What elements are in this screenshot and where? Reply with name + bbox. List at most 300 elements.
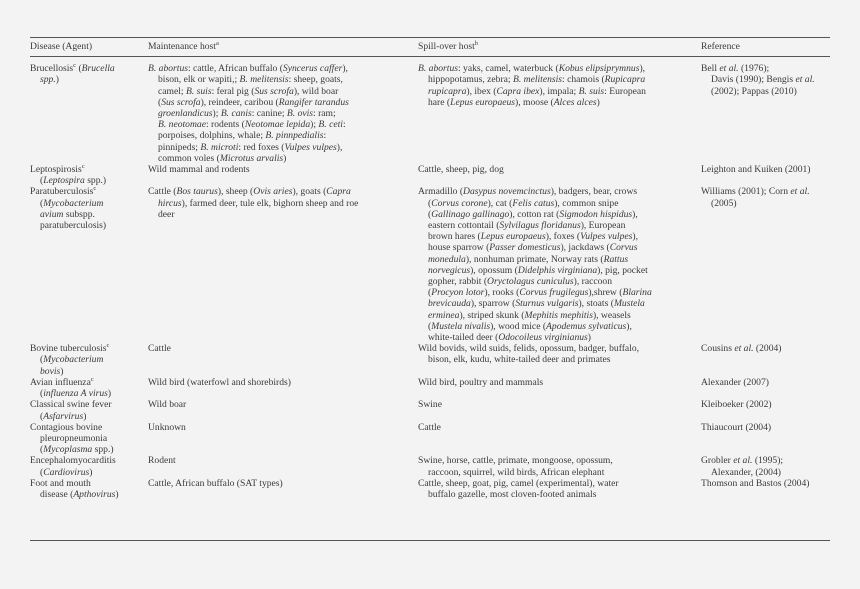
- disease-cell: [30, 57, 148, 164]
- cell-line: [418, 198, 697, 209]
- text-run: Wild bovids, wild suids, felids, opossum, badger, buffalo,: [418, 343, 640, 355]
- cell-line: [418, 86, 697, 97]
- text-run: bison, elk, kudu, white-tailed deer and primates: [428, 354, 611, 366]
- text-run: (: [428, 287, 432, 299]
- cell-line: [418, 186, 697, 197]
- text-run: ), opossum (: [470, 264, 518, 276]
- text-run: ), striped skunk (: [459, 309, 525, 321]
- italic-run: B. ceti: [318, 119, 343, 131]
- italic-run: Sylvilagus floridanus: [499, 220, 581, 232]
- header-disease: Disease (Agent): [30, 38, 148, 57]
- spillover-host-cell: [418, 377, 701, 399]
- disease-cell: [30, 455, 148, 477]
- table-row: [30, 455, 830, 477]
- maintenance-host-cell: [148, 478, 418, 500]
- cell-line: [418, 321, 697, 332]
- text-run: brown hares (: [428, 231, 481, 243]
- text-run: disease (: [40, 488, 74, 500]
- text-run: );: [212, 108, 221, 120]
- italic-run: Cardiovirus: [43, 466, 90, 478]
- cell-line: [148, 153, 414, 164]
- cell-line: [30, 399, 144, 410]
- italic-run: Blarina: [622, 287, 652, 299]
- cell-line: [30, 388, 144, 399]
- table-row: [30, 57, 830, 164]
- text-run: : red foxes (: [238, 141, 285, 153]
- text-run: ): [83, 410, 87, 422]
- italic-run: groenlandicus: [158, 108, 213, 120]
- text-run: (: [40, 388, 44, 400]
- cell-line: [701, 399, 826, 410]
- italic-run: Alces alces: [553, 96, 597, 108]
- text-run: (: [76, 63, 82, 75]
- cell-line: [418, 343, 697, 354]
- text-run: ): [587, 332, 591, 344]
- reference-cell: [701, 57, 830, 164]
- footnote-marker: c: [73, 62, 77, 70]
- cell-line: [30, 343, 144, 354]
- header-spillover-host: Spill-over host$^b$: [418, 38, 701, 57]
- footnote-marker: c: [81, 162, 85, 170]
- italic-run: B. pinnpedialis: [265, 130, 324, 142]
- italic-run: Dasypus novemcinctus: [463, 186, 551, 198]
- text-run: gopher, rabbit (: [428, 276, 488, 288]
- text-run: Cattle: [418, 421, 441, 433]
- text-run: Williams (2001); Corn: [701, 186, 791, 198]
- cell-line: [418, 478, 697, 489]
- text-run: ), ibex (: [466, 85, 497, 97]
- text-run: : canine;: [251, 108, 287, 120]
- text-run: Wild bird, poultry and mammals: [418, 376, 544, 388]
- text-run: (: [40, 410, 44, 422]
- cell-line: [418, 354, 697, 365]
- text-run: (: [40, 354, 44, 366]
- italic-run: B. neotomae: [158, 119, 206, 131]
- maintenance-host-cell: [148, 422, 418, 456]
- text-run: ),: [626, 320, 632, 332]
- bottom-rule: [30, 540, 830, 541]
- text-run: ), badgers, bear, crows: [550, 186, 638, 198]
- text-run: Bovine tuberculosis: [30, 343, 107, 355]
- spillover-host-cell: [418, 343, 701, 377]
- cell-line: [701, 74, 826, 85]
- header-row: [30, 38, 830, 57]
- text-run: Alexander, (2004): [711, 466, 781, 478]
- italic-run: rupicapra: [428, 85, 467, 97]
- text-run: Cattle (: [148, 186, 177, 198]
- text-run: subspp.: [63, 208, 95, 220]
- text-run: Cousins: [701, 343, 735, 355]
- cell-line: [418, 220, 697, 231]
- spillover-host-cell: [418, 422, 701, 456]
- text-run: (: [158, 96, 162, 108]
- italic-run: Mustela nivalis: [431, 320, 491, 332]
- cell-line: [418, 377, 697, 388]
- italic-run: Mycoplasma: [43, 444, 93, 456]
- text-run: ), cat (: [487, 197, 513, 209]
- cell-line: [148, 63, 414, 74]
- text-run: (: [428, 320, 432, 332]
- disease-host-table: [30, 37, 830, 500]
- footnote-marker: c: [90, 375, 94, 383]
- italic-run: avium: [40, 208, 64, 220]
- text-run: ),: [632, 208, 638, 220]
- table-row: [30, 343, 830, 377]
- text-run: : sheep, goats,: [288, 74, 343, 86]
- italic-run: Brucella: [81, 63, 115, 75]
- cell-line: [148, 343, 414, 354]
- text-run: ),shrew (: [588, 287, 623, 299]
- header-maintenance-host: Maintenance host$^a$: [148, 38, 418, 57]
- text-run: (: [40, 197, 44, 209]
- text-run: :: [342, 119, 346, 131]
- text-run: ),: [336, 141, 343, 153]
- italic-run: Kobus elipsiprymnus: [558, 63, 640, 75]
- cell-line: [418, 332, 697, 343]
- cell-line: [148, 399, 414, 410]
- text-run: Swine, horse, cattle, primate, mongoose, opossum,: [418, 455, 613, 467]
- text-run: : rodents (: [205, 119, 245, 131]
- text-run: Paratuberculosis: [30, 186, 94, 198]
- text-run: Cattle, African buffalo (SAT types): [148, 477, 283, 489]
- italic-run: B. ovis: [286, 108, 314, 120]
- italic-run: Apodemus sylvaticus: [546, 320, 627, 332]
- cell-line: [418, 310, 697, 321]
- cell-line: [418, 489, 697, 500]
- text-run: Wild boar: [148, 399, 187, 411]
- cell-line: [701, 86, 826, 97]
- italic-run: Procyon lotor: [431, 287, 485, 299]
- text-run: Cattle, sheep, pig, dog: [418, 164, 504, 176]
- italic-run: Neotomae lepida: [244, 119, 311, 131]
- text-run: (: [428, 208, 432, 220]
- italic-run: Sus scrofa: [254, 85, 294, 97]
- italic-run: norvegicus: [428, 264, 471, 276]
- cell-line: [418, 298, 697, 309]
- italic-run: Sus scrofa: [161, 96, 201, 108]
- header-reference: Reference: [701, 38, 830, 57]
- text-run: (: [40, 466, 44, 478]
- cell-line: [148, 209, 414, 220]
- italic-run: Gallinago gallinago: [431, 208, 510, 220]
- text-run: Alexander (2007): [701, 376, 769, 388]
- text-run: Wild bird (waterfowl and shorebirds): [148, 376, 291, 388]
- cell-line: [418, 231, 697, 242]
- italic-run: Oryctolagus cuniculus: [487, 276, 574, 288]
- cell-line: [30, 433, 144, 444]
- text-run: ): [107, 388, 112, 400]
- reference-cell: [701, 478, 830, 500]
- text-run: ),: [639, 63, 646, 75]
- text-run: Thiaucourt (2004): [701, 421, 772, 433]
- text-run: Foot and mouth: [30, 477, 91, 489]
- italic-run: Microtus arvalis: [219, 152, 284, 164]
- cell-line: [30, 198, 144, 209]
- italic-run: et al.: [719, 63, 739, 75]
- cell-line: [148, 142, 414, 153]
- italic-run: et al.: [790, 186, 810, 198]
- cell-line: [418, 97, 697, 108]
- cell-line: [30, 478, 144, 489]
- cell-line: [418, 399, 697, 410]
- cell-line: [30, 422, 144, 433]
- text-run: );: [310, 119, 319, 131]
- cell-line: [148, 198, 414, 209]
- italic-run: Rupicapra: [604, 74, 646, 86]
- italic-run: Asfarvirus: [43, 410, 84, 422]
- cell-line: [30, 377, 144, 388]
- text-run: ): [596, 96, 600, 108]
- italic-run: brevicauda: [428, 298, 471, 310]
- cell-line: [30, 175, 144, 186]
- cell-line: [148, 97, 414, 108]
- text-run: ), moose (: [515, 96, 554, 108]
- text-run: Grobler: [701, 455, 734, 467]
- text-run: : cattle, African buffalo (: [187, 63, 283, 75]
- text-run: deer: [158, 208, 175, 220]
- cell-line: [148, 186, 414, 197]
- italic-run: B. melitensis: [239, 74, 289, 86]
- text-run: : chamois (: [562, 74, 605, 86]
- text-run: (: [40, 175, 44, 187]
- text-run: ), reindeer, caribou (: [200, 96, 279, 108]
- italic-run: Vulpes vulpes: [580, 231, 633, 243]
- cell-line: [30, 354, 144, 365]
- text-run: ), jackdaws (: [560, 242, 610, 254]
- text-run: ), sparrow (: [470, 298, 516, 310]
- text-run: : feral pig (: [211, 85, 255, 97]
- italic-run: Mustela: [613, 298, 645, 310]
- text-run: ): [55, 74, 59, 86]
- text-run: (2004): [753, 343, 782, 355]
- text-run: (: [40, 444, 44, 456]
- text-run: ), stoats (: [578, 298, 614, 310]
- table-row: [30, 164, 830, 186]
- italic-run: Leptospira: [43, 175, 85, 187]
- text-run: Encephalomyocarditis: [30, 455, 116, 467]
- cell-line: [148, 108, 414, 119]
- cell-line: [148, 74, 414, 85]
- italic-run: et al.: [734, 343, 754, 355]
- maintenance-host-cell: [148, 377, 418, 399]
- italic-run: Corvus frugilegus: [519, 287, 589, 299]
- cell-line: [418, 209, 697, 220]
- table-row: [30, 186, 830, 343]
- spillover-host-cell: [418, 399, 701, 421]
- text-run: ): [283, 152, 287, 164]
- text-run: Avian influenza: [30, 376, 91, 388]
- text-run: ), nonhuman primate, Norway rats (: [465, 253, 604, 265]
- italic-run: Mephitis mephitis: [524, 309, 593, 321]
- maintenance-host-cell: [148, 399, 418, 421]
- cell-line: [701, 186, 826, 197]
- text-run: ), raccoon: [573, 276, 612, 288]
- text-run: ), wild boar: [293, 85, 339, 97]
- cell-line: [148, 130, 414, 141]
- reference-cell: [701, 186, 830, 343]
- text-run: ): [60, 365, 64, 377]
- italic-run: B. canis: [220, 108, 252, 120]
- text-run: common voles (: [158, 152, 220, 164]
- italic-run: Lepus europaeus: [480, 231, 546, 243]
- text-run: (1995);: [752, 455, 784, 467]
- text-run: Brucellosis: [30, 63, 74, 75]
- text-run: ), goats (: [292, 186, 327, 198]
- disease-cell: [30, 422, 148, 456]
- text-run: Unknown: [148, 421, 186, 433]
- italic-run: Bos taurus: [176, 186, 218, 198]
- italic-run: Syncerus caffer: [282, 63, 343, 75]
- italic-run: Odocoileus virginianus: [498, 332, 588, 344]
- text-run: : yaks, camel, waterbuck (: [457, 63, 559, 75]
- cell-line: [30, 74, 144, 85]
- cell-line: [418, 254, 697, 265]
- text-run: ), wood mice (: [490, 320, 547, 332]
- cell-line: [30, 444, 144, 455]
- cell-line: [701, 467, 826, 478]
- text-run: ), rooks (: [484, 287, 520, 299]
- italic-run: Rangifer tarandus: [278, 96, 349, 108]
- disease-cell: [30, 478, 148, 500]
- italic-run: B. suis: [578, 85, 605, 97]
- table-row: [30, 478, 830, 500]
- text-run: Cattle, sheep, goat, pig, camel (experimental), water: [418, 477, 619, 489]
- disease-cell: [30, 399, 148, 421]
- text-run: ): [89, 466, 93, 478]
- cell-line: [418, 287, 697, 298]
- cell-line: [418, 455, 697, 466]
- text-run: paratuberculosis): [40, 220, 107, 232]
- spillover-host-cell: [418, 57, 701, 164]
- italic-run: Felis catus: [512, 197, 555, 209]
- italic-run: Rattus: [603, 253, 629, 265]
- italic-run: Passer domesticus: [489, 242, 561, 254]
- italic-run: hircus: [158, 197, 182, 209]
- cell-line: [701, 377, 826, 388]
- cell-line: [418, 63, 697, 74]
- text-run: Kleiboeker (2002): [701, 399, 772, 411]
- text-run: ),: [632, 231, 638, 243]
- text-run: Swine: [418, 399, 442, 411]
- text-run: Bell: [701, 63, 720, 75]
- text-run: porpoises, dolphins, whale;: [158, 130, 266, 142]
- cell-line: [701, 455, 826, 466]
- maintenance-host-cell: [148, 164, 418, 186]
- maintenance-host-cell: [148, 455, 418, 477]
- spillover-host-cell: [418, 186, 701, 343]
- cell-line: [701, 478, 826, 489]
- cell-line: [418, 422, 697, 433]
- cell-line: [701, 63, 826, 74]
- text-run: ), European: [580, 220, 626, 232]
- text-run: spp.): [92, 444, 114, 456]
- text-run: ), weasels: [592, 309, 631, 321]
- text-run: (1976);: [738, 63, 770, 75]
- text-run: :: [323, 130, 327, 142]
- italic-run: Didelphis virginiana: [517, 264, 598, 276]
- italic-run: Mycobacterium: [43, 197, 104, 209]
- cell-line: [418, 74, 697, 85]
- cell-line: [148, 455, 414, 466]
- text-run: pinnipeds;: [158, 141, 201, 153]
- cell-line: [148, 119, 414, 130]
- italic-run: Vulpes vulpes: [284, 141, 337, 153]
- maintenance-host-cell: [148, 343, 418, 377]
- text-run: Leptospirosis: [30, 164, 82, 176]
- text-run: ), foxes (: [545, 231, 581, 243]
- reference-cell: [701, 164, 830, 186]
- reference-cell: [701, 377, 830, 399]
- cell-line: [30, 467, 144, 478]
- cell-line: [148, 164, 414, 175]
- disease-cell: [30, 164, 148, 186]
- text-run: hare (: [428, 96, 451, 108]
- reference-cell: [701, 399, 830, 421]
- italic-run: Corvus corone: [431, 197, 488, 209]
- cell-line: [418, 164, 697, 175]
- cell-line: [148, 422, 414, 433]
- text-run: : European: [604, 85, 646, 97]
- text-run: ), farmed deer, tule elk, bighorn sheep and roe: [181, 197, 359, 209]
- cell-line: [418, 242, 697, 253]
- cell-line: [701, 164, 826, 175]
- cell-line: [30, 186, 144, 197]
- footnote-marker: c: [93, 185, 97, 193]
- cell-line: [30, 209, 144, 220]
- text-run: ), cotton rat (: [509, 208, 560, 220]
- text-run: spp.): [84, 175, 107, 187]
- text-run: Cattle: [148, 343, 171, 355]
- italic-run: Mycobacterium: [43, 354, 104, 366]
- table-row: [30, 377, 830, 399]
- disease-cell: [30, 377, 148, 399]
- italic-run: Sturnus vulgaris: [515, 298, 579, 310]
- maintenance-host-cell: [148, 57, 418, 164]
- text-run: (2005): [711, 197, 737, 209]
- italic-run: Capra ibex: [496, 85, 540, 97]
- italic-run: Sigmodon hispidus: [559, 208, 633, 220]
- cell-line: [148, 377, 414, 388]
- footnote-marker: c: [106, 342, 110, 350]
- text-run: house sparrow (: [428, 242, 490, 254]
- text-run: Classical swine fever: [30, 399, 112, 411]
- cell-line: [30, 63, 144, 74]
- disease-cell: [30, 186, 148, 343]
- text-run: raccoon, squirrel, wild birds, African elephant: [428, 466, 605, 478]
- italic-run: Lepus europaeus: [450, 96, 516, 108]
- italic-run: et al.: [795, 74, 815, 86]
- cell-line: [701, 198, 826, 209]
- text-run: bison, elk or wapiti,;: [158, 74, 240, 86]
- spillover-host-cell: [418, 164, 701, 186]
- text-run: Davis (1990); Bengis: [711, 74, 796, 86]
- italic-run: B. abortus: [418, 63, 458, 75]
- text-run: Leighton and Kuiken (2001): [701, 164, 811, 176]
- spillover-host-cell: [418, 455, 701, 477]
- cell-line: [30, 366, 144, 377]
- reference-cell: [701, 455, 830, 477]
- cell-line: [701, 343, 826, 354]
- cell-line: [30, 220, 144, 231]
- italic-run: B. suis: [185, 85, 212, 97]
- text-run: buffalo gazelle, most cloven-footed animals: [428, 488, 597, 500]
- text-run: ),: [342, 63, 348, 75]
- text-run: Thomson and Bastos (2004): [701, 477, 810, 489]
- text-run: ), impala;: [539, 85, 579, 97]
- cell-line: [418, 265, 697, 276]
- italic-run: spp.: [40, 74, 56, 86]
- text-run: hippopotamus, zebra;: [428, 74, 513, 86]
